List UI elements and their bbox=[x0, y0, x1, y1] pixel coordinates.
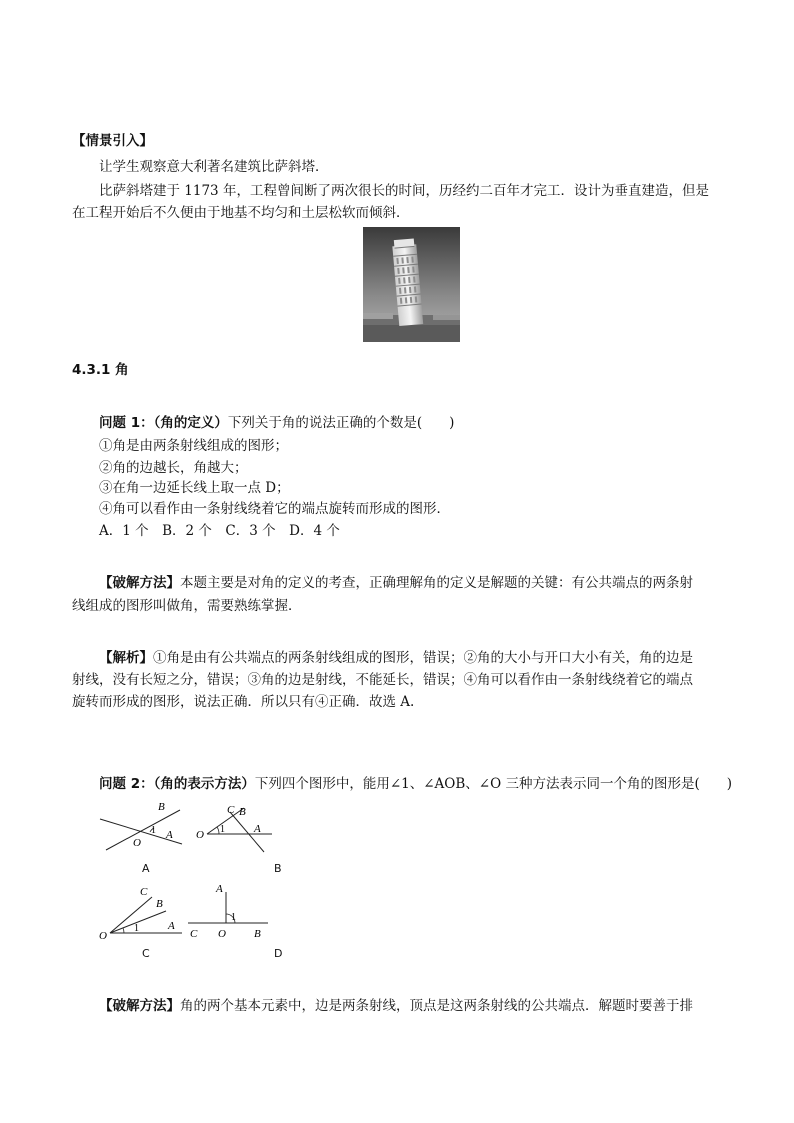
q2-method-label: 【破解方法】 bbox=[99, 998, 180, 1014]
q1-method-line-1 bbox=[99, 573, 693, 593]
figure-d-label-b: B bbox=[254, 928, 261, 940]
q1-analysis-line-2: 射线，没有长短之分，错误；③角的边是射线，不能延长，错误；④角可以看作由一条射线绕着它的端点 bbox=[72, 672, 693, 688]
leaning-tower-photo bbox=[363, 227, 460, 342]
figure-d bbox=[184, 880, 274, 942]
q1-item-4: ④角可以看作由一条射线绕着它的端点旋转而形成的图形． bbox=[99, 501, 450, 517]
q1-header bbox=[99, 413, 454, 433]
figure-c-label-c: C bbox=[140, 886, 148, 898]
q1-analysis-line-1 bbox=[99, 648, 693, 668]
figure-a-label-1: 1 bbox=[151, 825, 156, 836]
q1-item-2: ②角的边越长，角越大； bbox=[99, 460, 248, 476]
figure-a bbox=[96, 800, 186, 855]
figure-a-caption: A bbox=[142, 862, 150, 875]
q2-header bbox=[99, 774, 732, 794]
figure-b-caption: B bbox=[274, 862, 282, 875]
figure-a-label-b: B bbox=[158, 801, 165, 813]
figure-d-label-o: O bbox=[218, 928, 226, 940]
figure-b-label-c: C bbox=[227, 804, 235, 816]
figure-a-label-a: A bbox=[166, 829, 173, 841]
figure-d-caption: D bbox=[274, 947, 283, 960]
figure-c-caption: C bbox=[142, 947, 150, 960]
figure-b-label-a: A bbox=[254, 823, 261, 835]
figure-c bbox=[96, 883, 186, 943]
q1-method-line-2: 线组成的图形叫做角，需要熟练掌握． bbox=[72, 598, 302, 614]
figure-c-label-b: B bbox=[156, 898, 163, 910]
intro-paragraph-1: 让学生观察意大利著名建筑比萨斜塔． bbox=[99, 159, 329, 175]
q1-analysis-line-3: 旋转而形成的图形，说法正确．所以只有④正确．故选 A. bbox=[72, 694, 415, 710]
q2-method-text-1: 角的两个基本元素中，边是两条射线，顶点是这两条射线的公共端点．解题时要善于排 bbox=[180, 998, 693, 1014]
q1-label: 问题 1：（角的定义） bbox=[99, 415, 228, 431]
q1-options: A．1 个 B．2 个 C．3 个 D．4 个 bbox=[99, 523, 340, 539]
figure-a-label-o: O bbox=[133, 837, 141, 849]
figure-b-label-1: 1 bbox=[220, 824, 225, 835]
q1-analysis-label: 【解析】 bbox=[99, 650, 153, 666]
figure-b-label-b: B bbox=[239, 806, 246, 818]
figure-c-label-o: O bbox=[99, 930, 107, 942]
figure-d-label-a: A bbox=[216, 883, 223, 895]
q2-method-line-1 bbox=[99, 996, 693, 1016]
intro-paragraph-2-line-2: 在工程开始后不久便由于地基不均匀和土层松软而倾斜． bbox=[72, 205, 410, 221]
figure-d-label-c: C bbox=[190, 928, 198, 940]
intro-paragraph-2-line-1: 比萨斜塔建于 1173 年，工程曾间断了两次很长的时间，历经约二百年才完工．设计为垂直建造，但是 bbox=[99, 183, 709, 199]
intro-heading: 【情景引入】 bbox=[72, 133, 153, 149]
figure-c-label-1: 1 bbox=[134, 923, 139, 934]
q1-stem: 下列关于角的说法正确的个数是( ) bbox=[227, 415, 455, 431]
figure-c-label-a: A bbox=[168, 920, 175, 932]
q1-method-text-1: 本题主要是对角的定义的考查，正确理解角的定义是解题的关键：有公共端点的两条射 bbox=[180, 575, 693, 591]
q1-analysis-text-1: ①角是由有公共端点的两条射线组成的图形，错误；②角的大小与开口大小有关，角的边是 bbox=[153, 650, 693, 666]
q2-stem: 下列四个图形中，能用∠1、∠AOB、∠O 三种方法表示同一个角的图形是( ) bbox=[254, 776, 732, 792]
figure-d-label-1: 1 bbox=[231, 912, 236, 923]
q1-item-1: ①角是由两条射线组成的图形； bbox=[99, 438, 288, 454]
q1-method-label: 【破解方法】 bbox=[99, 575, 180, 591]
q1-item-3: ③在角一边延长线上取一点 D； bbox=[99, 480, 290, 496]
figure-b-label-o: O bbox=[196, 829, 204, 841]
figure-b bbox=[192, 800, 277, 855]
section-title: 4.3.1 角 bbox=[72, 362, 129, 378]
q2-label: 问题 2：（角的表示方法） bbox=[99, 776, 255, 792]
